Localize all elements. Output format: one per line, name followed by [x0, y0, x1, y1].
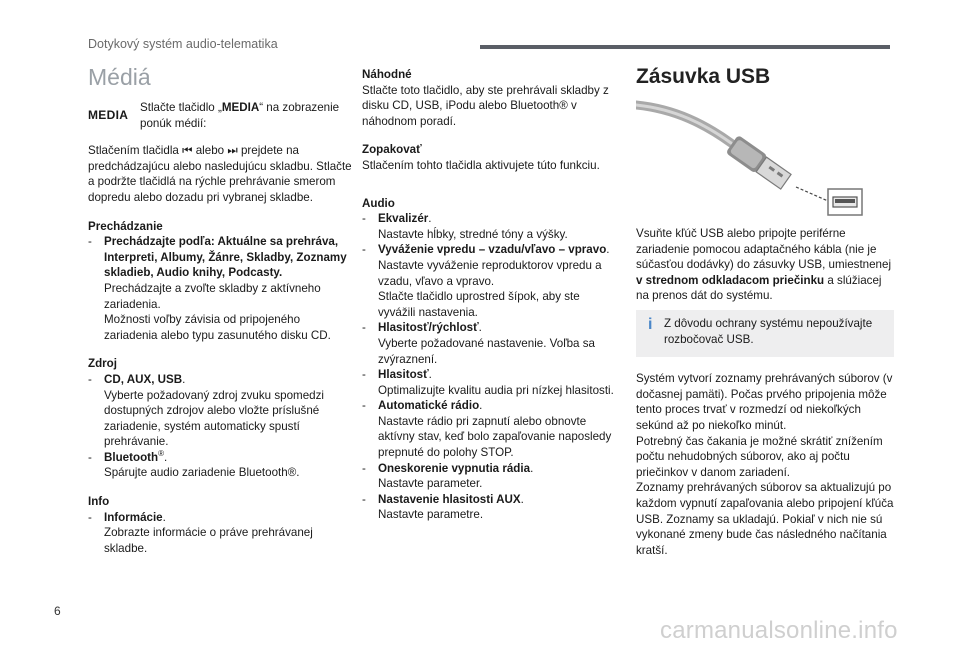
item-name: Hlasitosť	[378, 368, 429, 382]
info-note-box	[636, 310, 894, 357]
page-number: 6	[54, 604, 61, 618]
item-desc: Nastavte parameter.	[378, 477, 483, 491]
item-name: Hlasitosť/rýchlosť	[378, 321, 479, 335]
media-intro-text	[140, 100, 353, 131]
random-heading: Náhodné	[362, 68, 412, 81]
browse-heading: Prechádzanie	[88, 219, 163, 233]
item-desc: Spárujte audio zariadenie Bluetooth®.	[104, 466, 300, 480]
item-desc: Nastavte vyváženie reproduktorov vpredu a vzadu, vľavo a vpravo. Stlačte tlačidlo uprostred šípok, aby ste vyvážili nastavenia.	[378, 258, 602, 319]
item-desc: Optimalizujte kvalitu audia pri nízkej hlasitosti.	[378, 383, 614, 397]
section-title-medias: Médiá	[88, 64, 151, 90]
media-button-label: MEDIA	[88, 108, 129, 122]
list-item: - Bluetooth®. Spárujte audio zariadenie Bluetooth®.	[88, 450, 353, 481]
usb-para-1: Vsuňte kľúč USB alebo pripojte periférne zariadenie pomocou adaptačného kábla (nie je súčasťou dodávky) do zásuvky USB, umiestnenej v strednom odkladacom priečinku a slúžiacej na prenos dát do systému.	[636, 227, 892, 303]
item-name: Automatické rádio	[378, 399, 480, 413]
info-icon: i	[648, 315, 653, 333]
usb-para-2: Systém vytvorí zoznamy prehrávaných súborov (v dočasnej pamäti). Počas prvého pripojenia môže tento proces trvať v rozmedzí od niekoľkých sekúnd až po niekoľko minút. Potrebný čas čakania je možné skrátiť znížením počtu nehudobných súborov, ako aj počtu priečinkov v danom zariadení. Zoznamy prehrávaných súborov sa aktualizujú po každom vypnutí zapaľovania alebo pripojení kľúča USB. Zoznamy sa ukladajú. Pokiaľ v nich nie sú vykonané zmeny bude čas následného načítania kratší.	[636, 372, 894, 557]
list-item: - Hlasitosť. Optimalizujte kvalitu audia pri nízkej hlasitosti.	[362, 368, 614, 397]
item-desc: Zobrazte informácie o práve prehrávanej skladbe.	[104, 526, 313, 555]
list-item: - Vyváženie vpredu – vzadu/vľavo – vpravo. Nastavte vyváženie reproduktorov vpredu a vzadu, vľavo a vpravo. Stlačte tlačidlo uprostred šípok, aby ste vyvážili nastavenia.	[362, 242, 614, 320]
track-navigation-text: Stlačením tlačidla ⏮ alebo ⏭ prejdete na predchádzajúcu alebo nasledujúcu skladbu. Stlačte a podržte tlačidlá na rýchle prehrávanie smerom dopredu alebo dozadu pri vybranej skladbe.	[88, 144, 352, 204]
item-desc: Nastavte rádio pri zapnutí alebo obnovte aktívny stav, keď bolo zapaľovanie naposledy prepnuté do polohy STOP.	[378, 414, 612, 460]
item-name: Prechádzajte podľa: Aktuálne sa prehráva, Interpreti, Albumy, Žánre, Skladby, Zoznamy skladieb, Audio knihy, Podcasty.	[104, 235, 347, 280]
list-item: - Prechádzajte podľa: Aktuálne sa prehráva, Interpreti, Albumy, Žánre, Skladby, Zoznamy skladieb, Audio knihy, Podcasty. Prechádzajte a zvoľte skladby z aktívneho zariadenia. Možnosti voľby závisia od pripojeného zariadenia alebo typu zasunutého disku CD.	[88, 234, 353, 343]
item-name: Informácie	[104, 510, 163, 524]
item-desc: Prechádzajte a zvoľte skladby z aktívneho zariadenia. Možnosti voľby závisia od pripojeného zariadenia alebo typu zasunutého disku CD.	[104, 281, 331, 342]
repeat-text: Stlačením tohto tlačidla aktivujete túto funkciu.	[362, 158, 600, 172]
item-desc: Nastavte parametre.	[378, 508, 484, 522]
item-name: Ekvalizér	[378, 212, 429, 226]
section-title-usb: Zásuvka USB	[636, 65, 771, 88]
watermark: carmanualsonline.info	[660, 617, 898, 644]
header-bar	[480, 45, 890, 49]
item-name: CD, AUX, USB	[104, 372, 183, 386]
intro-a: Stlačte tlačidlo „	[140, 101, 222, 114]
item-desc: Vyberte požadovaný zdroj zvuku spomedzi dostupných zdrojov alebo vložte príslušné zariadenie, systém automaticky spustí prehrávanie.	[104, 388, 324, 449]
item-desc: Vyberte požadované nastavenie. Voľba sa zvýraznení.	[378, 336, 595, 366]
column-middle	[362, 67, 614, 523]
usb-illustration	[636, 95, 866, 220]
item-name: Bluetooth	[104, 450, 159, 464]
item-name: Nastavenie hlasitosti AUX	[378, 492, 521, 506]
info-note-text: Z dôvodu ochrany systému nepoužívajte rozbočovač USB.	[664, 316, 873, 346]
running-header: Dotykový systém audio-telematika	[88, 37, 278, 51]
list-item: - Nastavenie hlasitosti AUX. Nastavte parametre.	[362, 492, 614, 523]
item-desc: Nastavte hĺbky, stredné tóny a výšky.	[378, 227, 568, 241]
column-medias	[88, 100, 353, 556]
source-heading: Zdroj	[88, 357, 117, 371]
list-item: - Oneskorenie vypnutia rádia. Nastavte parameter.	[362, 461, 614, 492]
random-text: Stlačte toto tlačidlo, aby ste prehrávali skladby z disku CD, USB, iPodu alebo Bluetooth® v náhodnom poradí.	[362, 83, 609, 128]
list-item: - CD, AUX, USB. Vyberte požadovaný zdroj zvuku spomedzi dostupných zdrojov alebo vložte príslušné zariadenie, systém automaticky spustí prehrávanie.	[88, 372, 353, 450]
list-item: - Hlasitosť/rýchlosť. Vyberte požadované nastavenie. Voľba sa zvýraznení.	[362, 320, 614, 367]
media-intro	[88, 100, 353, 131]
audio-heading: Audio	[362, 196, 395, 210]
list-item: - Informácie. Zobrazte informácie o práve prehrávanej skladbe.	[88, 510, 353, 557]
item-name: Vyváženie vpredu – vzadu/vľavo – vpravo	[378, 243, 607, 257]
intro-b: MEDIA	[221, 101, 260, 114]
info-heading: Info	[88, 495, 110, 509]
list-item: - Ekvalizér. Nastavte hĺbky, stredné tóny a výšky.	[362, 211, 614, 242]
item-name: Oneskorenie vypnutia rádia	[378, 461, 531, 475]
intro-c: “ na zobrazenie ponúk médií:	[140, 101, 340, 130]
repeat-heading: Zopakovať	[362, 143, 422, 157]
list-item: - Automatické rádio. Nastavte rádio pri zapnutí alebo obnovte aktívny stav, keď bolo zapaľovanie naposledy prepnuté do polohy STOP.	[362, 398, 614, 460]
column-usb	[636, 226, 894, 558]
